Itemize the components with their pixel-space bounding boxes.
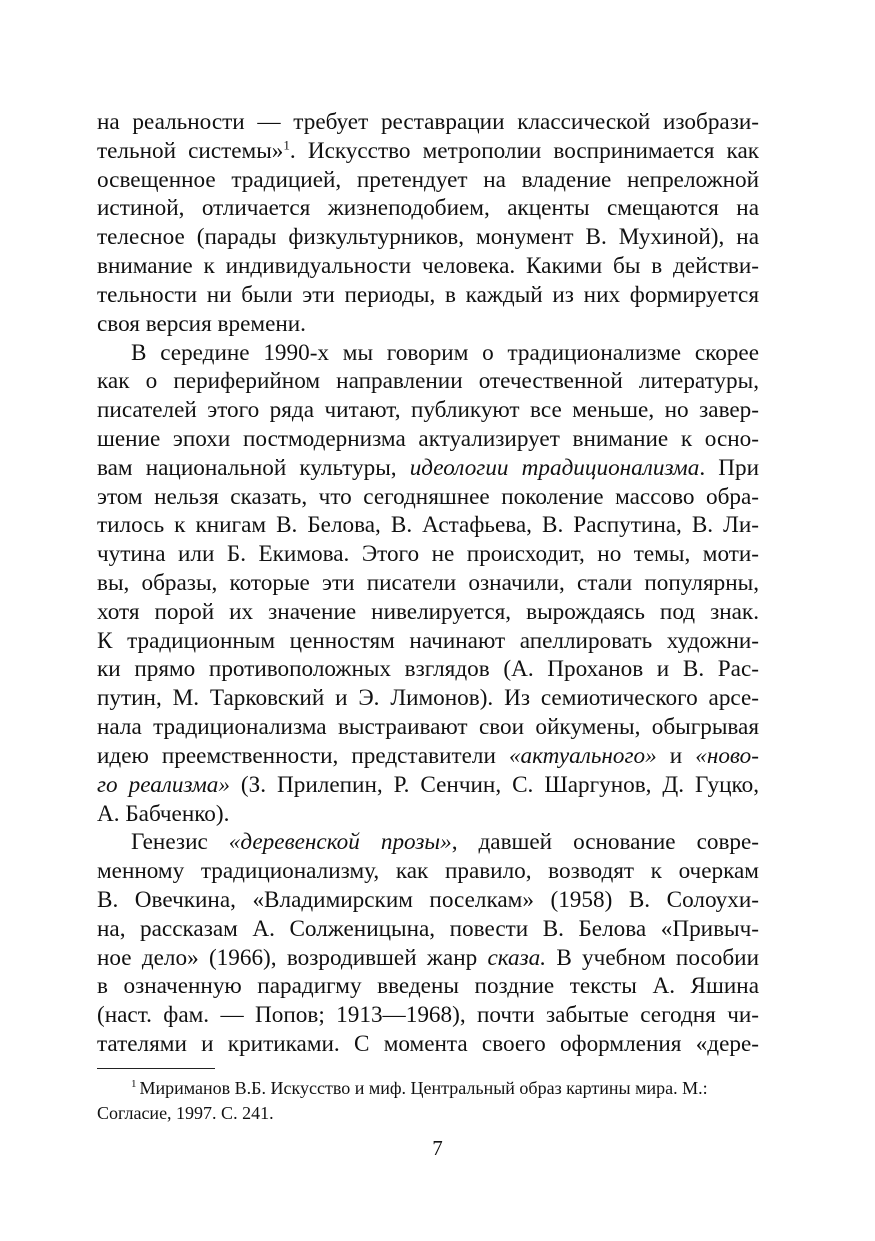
italic-term: «деревенской прозы» [228,829,452,856]
text-line: вы, образы, которые эти писатели означили, стали популярны, [97,570,759,596]
text-segment: Генезис [131,829,229,856]
italic-term: го реализма» [97,771,230,798]
page-number: 7 [432,1136,443,1160]
text-line: тилось к книгам В. Белова, В. Астафьева, В. Распутина, В. Ли- [97,512,759,539]
text-line: К традиционным ценностям начинают апеллировать художни- [97,627,759,654]
text-line: чутина или Б. Екимова. Этого не происходит, но темы, моти- [97,541,759,568]
italic-term: «ново- [695,742,759,769]
paragraph-3 [97,828,759,1059]
paragraph-1 [97,108,759,339]
text-line: хотя порой их значение нивелируется, вырождаясь под знак. [97,598,759,625]
text-line [97,742,759,771]
text-segment: . При [699,454,760,481]
text-line: писателей этого ряда читают, публикуют все меньше, но завер- [97,397,759,424]
text-line: этом нельзя сказать, что сегодняшнее поколение массово обра- [97,483,759,510]
text-line: тельности ни были эти периоды, в каждый из них формируется [97,281,759,308]
text-segment: и [656,742,696,769]
footnote-line: Согласие, 1997. С. 241. [97,1103,274,1123]
paragraph-2 [97,339,759,829]
italic-term: идеологии традиционализма [409,454,700,481]
text-segment: (З. Прилепин, Р. Сенчин, С. Шаргунов, Д. Гуцко, [229,771,759,798]
text-line [97,454,759,483]
text-line: менному традиционализму, как правило, возводят к очеркам [97,858,759,885]
text-line: истиной, отличается жизнеподобием, акценты смещаются на [97,195,759,222]
text-line [97,828,759,857]
footnote-mark: 1 [131,1078,137,1090]
text-line: тателями и критиками. С момента своего оформления «дере- [97,1031,759,1057]
footnote-line [97,1076,759,1101]
footnote-text: Мириманов В.Б. Искусство и миф. Центральный образ картины мира. М.: [139,1078,708,1098]
text-line: В. Овечкина, «Владимирским поселкам» (1958) В. Солоухи- [97,886,759,913]
text-segment: ное дело» (1966), возродившей жанр [97,944,488,971]
text-line: А. Бабченко). [97,800,230,827]
text-line [97,771,759,800]
text-segment: тельной системы» [97,137,284,164]
text-line: внимание к индивидуальности человека. Какими бы в действи- [97,253,759,280]
main-text [97,108,759,1059]
text-segment: идею преемственности, представители [97,742,509,769]
italic-term: сказа. [487,944,547,971]
text-line: освещенное традицией, претендует на владение непреложной [97,166,759,193]
text-line: своя версия времени. [97,310,306,337]
text-segment: . Искусство метрополии воспринимается как [289,137,759,164]
text-line: В середине 1990-х мы говорим о традиционализме скорее [131,339,759,366]
text-segment: вам национальной культуры, [97,454,410,481]
text-line: ки прямо противоположных взглядов (А. Проханов и В. Рас- [97,656,759,683]
text-line [97,137,759,166]
text-line: на реальности — требует реставрации классической изобрази- [97,109,759,135]
footnote-reference: 1 [283,137,290,153]
text-line: телесное (парады физкультурников, монумент В. Мухиной), на [97,224,759,251]
text-line: в означенную парадигму введены поздние тексты А. Яшина [97,973,759,1000]
italic-term: «актуального» [508,742,657,769]
footnote [97,1076,759,1126]
text-line: как о периферийном направлении отечественной литературы, [97,368,759,395]
text-line: шение эпохи постмодернизма актуализирует внимание к осно- [97,425,759,452]
text-segment: , давшей основание совре- [451,829,760,856]
text-line: путин, М. Тарковский и Э. Лимонов). Из семиотического арсе- [97,685,759,712]
text-line: нала традиционализма выстраивают свои ойкумены, обыгрывая [97,714,759,741]
text-segment: В учебном пособии [546,944,759,971]
text-line [97,944,759,973]
text-line: (наст. фам. — Попов; 1913—1968), почти забытые сегодня чи- [97,1002,759,1029]
text-line: на, рассказам А. Солженицына, повести В. Белова «Привыч- [97,915,759,942]
footnote-separator [97,1068,215,1069]
